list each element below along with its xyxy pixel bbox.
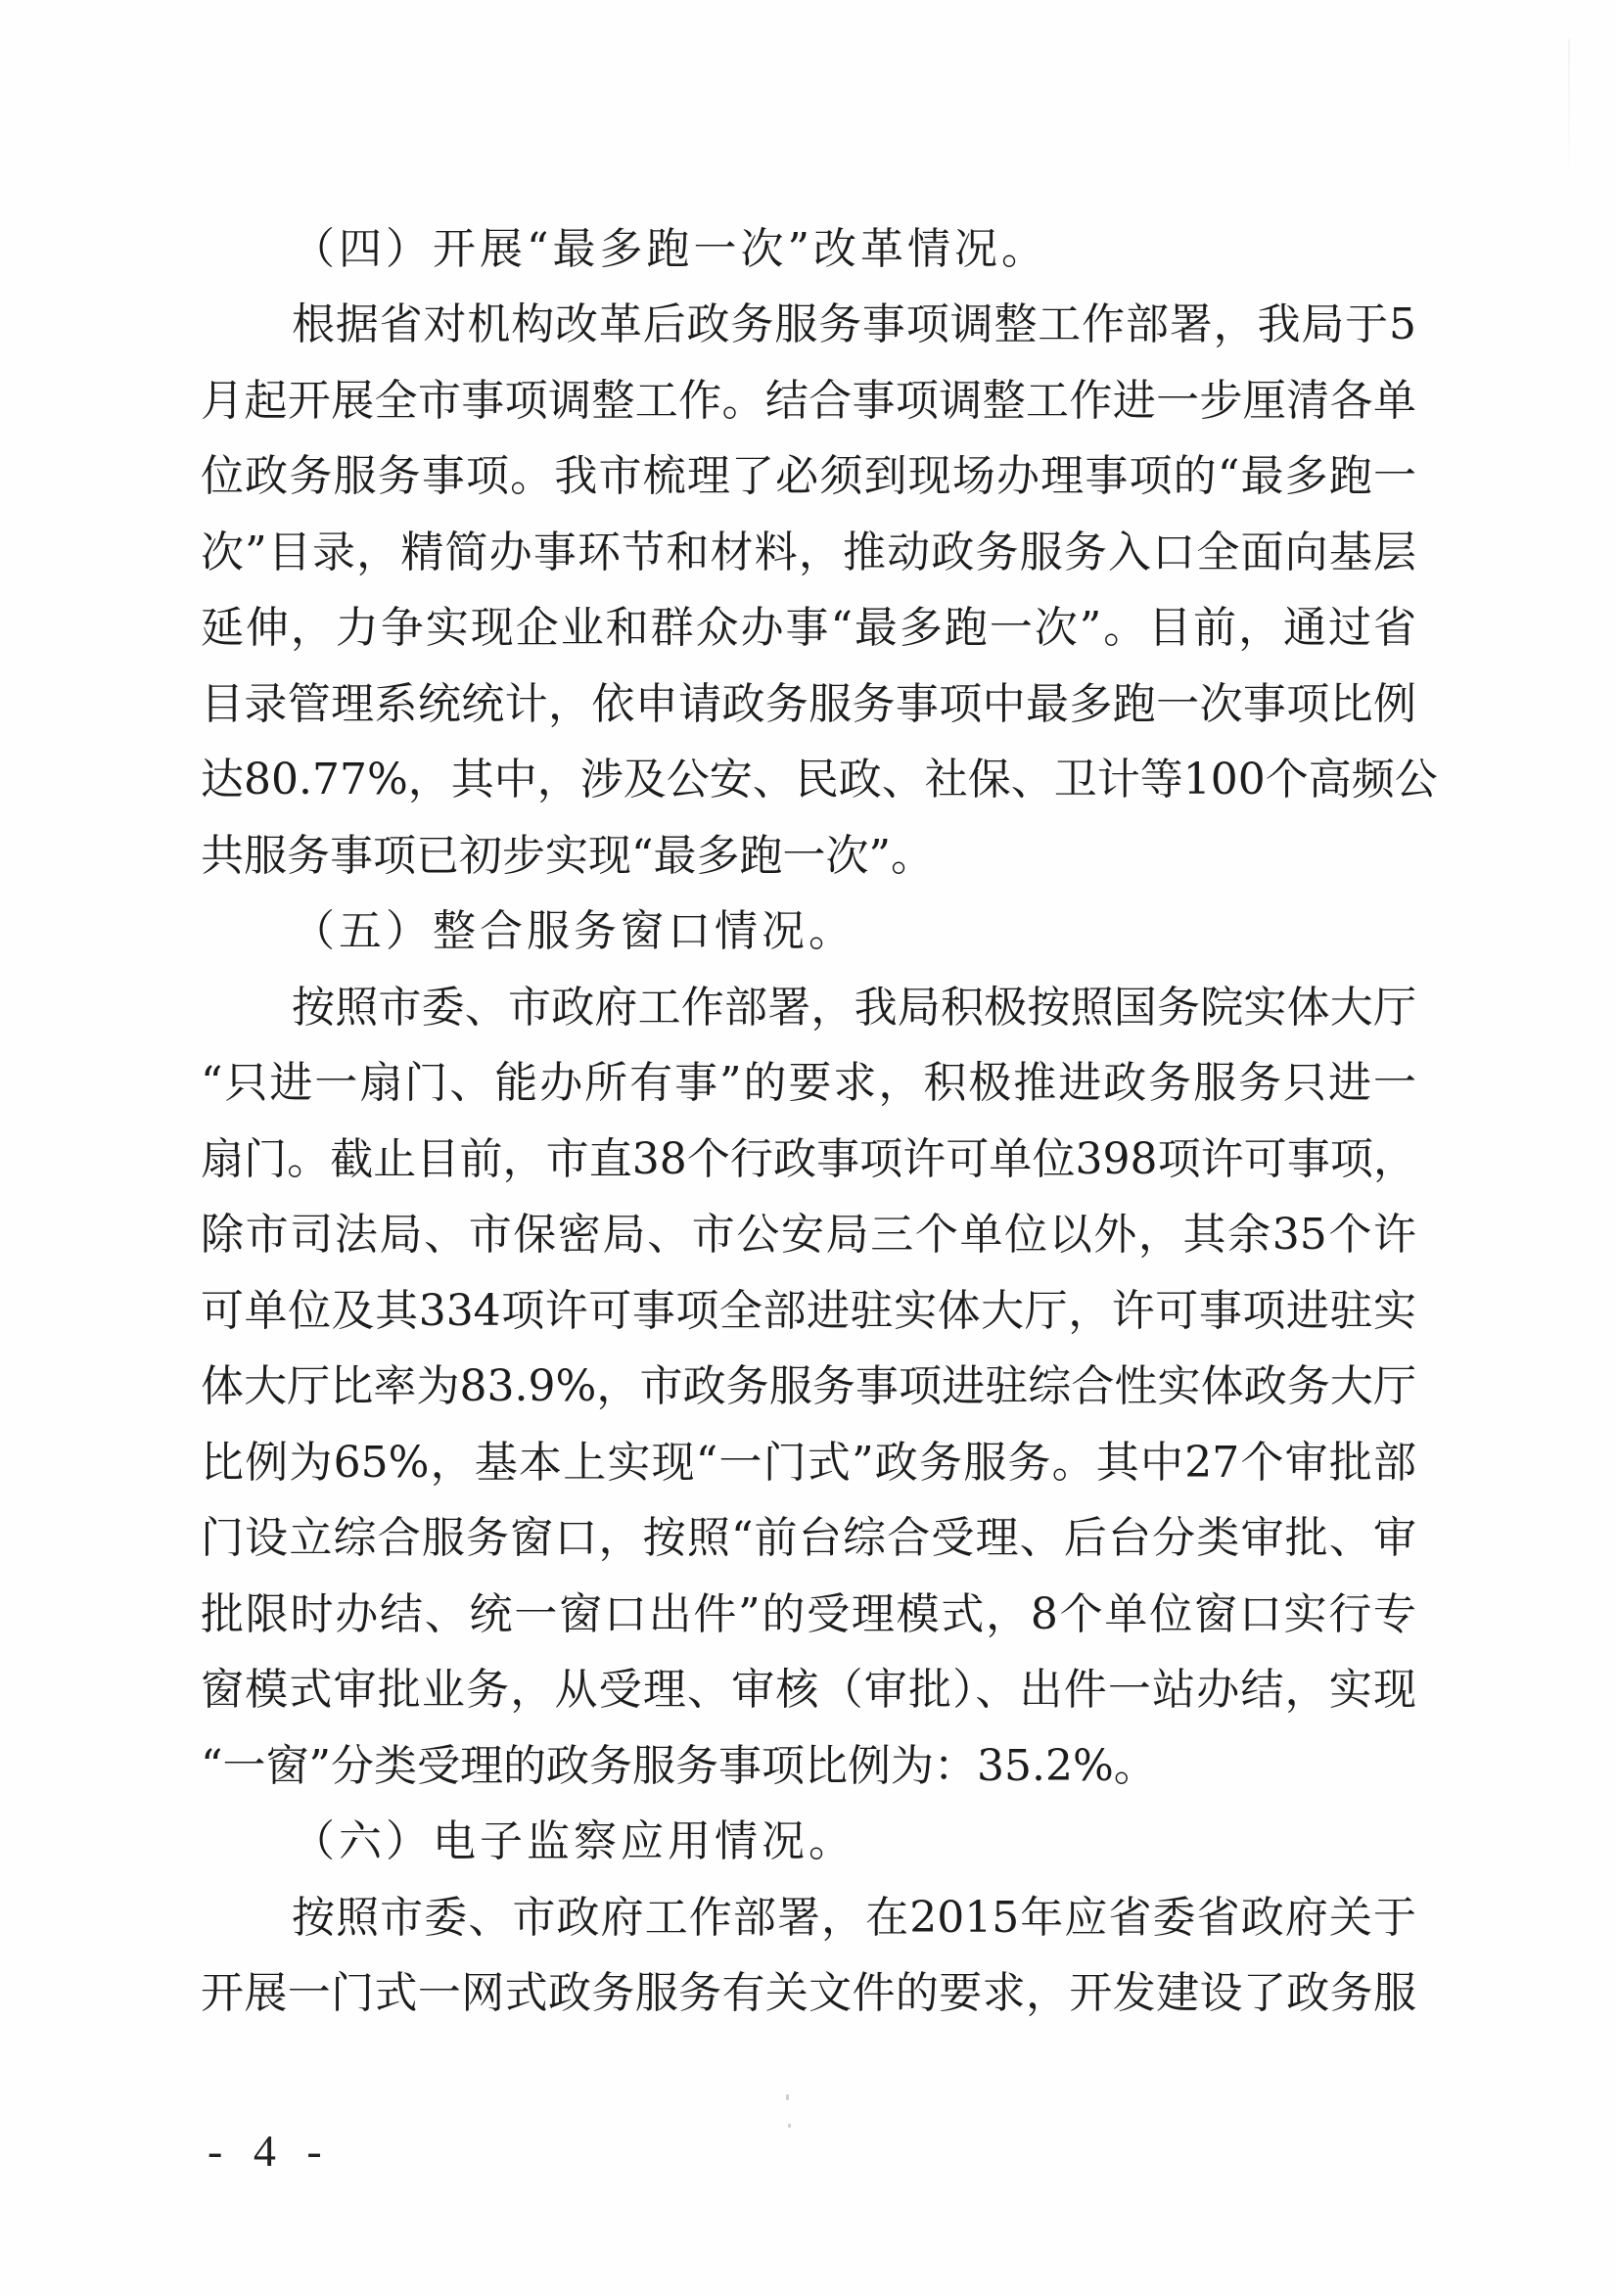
paragraph-line: 比例为65%，基本上实现“一门式”政务服务。其中27个审批部 (201, 1438, 1416, 1488)
paragraph-line: “一窗”分类受理的政务服务事项比例为：35.2%。 (201, 1741, 1157, 1791)
paragraph-line: 达80.77%，其中，涉及公安、民政、社保、卫计等100个高频公 (201, 755, 1438, 804)
paragraph-line: 按照市委、市政府工作部署，我局积极按照国务院实体大厅 (292, 983, 1416, 1033)
paragraph-line: 延伸，力争实现企业和群众办事“最多跑一次”。目前，通过省 (201, 603, 1416, 653)
paragraph-line: 开展一门式一网式政务服务有关文件的要求，开发建设了政务服 (201, 1968, 1416, 2018)
paragraph-line: 批限时办结、统一窗口出件”的受理模式，8个单位窗口实行专 (201, 1589, 1416, 1639)
paragraph-line: 目录管理系统统计，依申请政务服务事项中最多跑一次事项比例 (201, 679, 1416, 729)
paragraph-line: “只进一扇门、能办所有事”的要求，积极推进政务服务只进一 (201, 1058, 1416, 1108)
paragraph-line: 根据省对机构改革后政务服务事项调整工作部署，我局于5 (292, 299, 1416, 349)
section-heading-6: （六）电子监察应用情况。 (292, 1816, 855, 1866)
paragraph-line: 位政务服务事项。我市梳理了必须到现场办理事项的“最多跑一 (201, 451, 1416, 501)
scan-speck (786, 2094, 789, 2100)
paragraph-line: 次”目录，精简办事环节和材料，推动政务服务入口全面向基层 (201, 528, 1416, 577)
scan-speck (788, 2124, 791, 2128)
scan-edge-mark (1568, 39, 1570, 196)
paragraph-line: 月起开展全市事项调整工作。结合事项调整工作进一步厘清各单 (201, 376, 1416, 426)
page-number: - 4 - (208, 2126, 332, 2176)
paragraph-line: 窗模式审批业务，从受理、审核（审批）、出件一站办结，实现 (201, 1665, 1416, 1715)
section-heading-5: （五）整合服务窗口情况。 (292, 906, 855, 956)
paragraph-line: 除市司法局、市保密局、市公安局三个单位以外，其余35个许 (201, 1210, 1416, 1260)
paragraph-line: 扇门。截止目前，市直38个行政事项许可单位398项许可事项， (201, 1134, 1416, 1184)
paragraph-line: 按照市委、市政府工作部署，在2015年应省委省政府关于 (292, 1893, 1416, 1943)
paragraph-line: 门设立综合服务窗口，按照“前台综合受理、后台分类审批、审 (201, 1513, 1416, 1563)
paragraph-line: 可单位及其334项许可事项全部进驻实体大厅，许可事项进驻实 (201, 1286, 1416, 1336)
paragraph-line: 体大厅比率为83.9%，市政务服务事项进驻综合性实体政务大厅 (201, 1361, 1416, 1411)
section-heading-4: （四）开展“最多跑一次”改革情况。 (292, 224, 1048, 274)
paragraph-line: 共服务事项已初步实现“最多跑一次”。 (201, 831, 934, 881)
